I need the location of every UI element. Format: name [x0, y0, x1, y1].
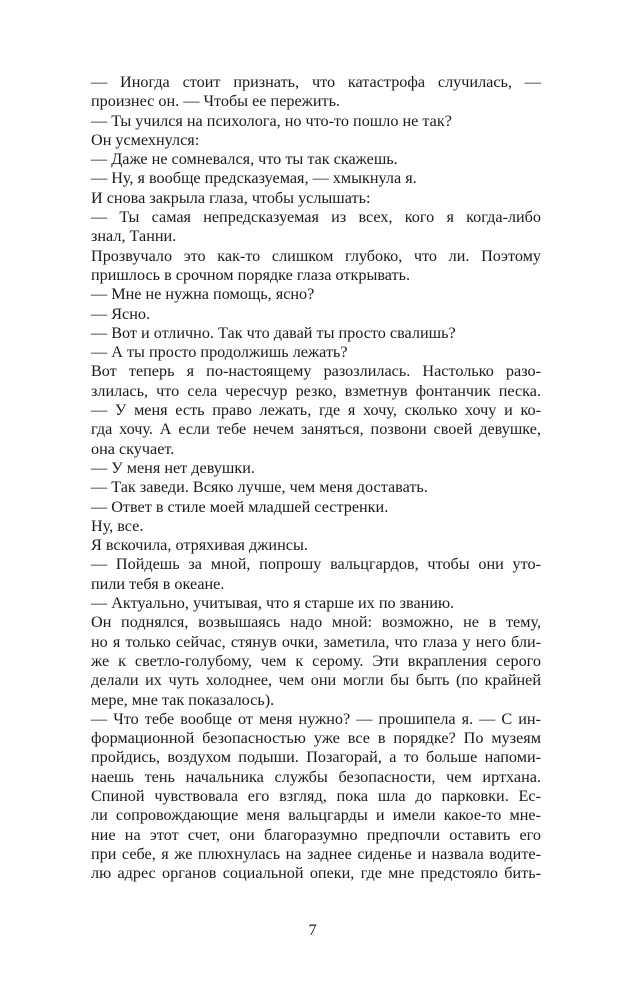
text-line: Ну, все.	[91, 516, 144, 535]
text-line: Вот теперь я по-настоящему разозлилась. Настолько разо-	[91, 362, 541, 381]
text-line: пришлось в срочном порядке глаза открывать.	[91, 265, 411, 284]
text-line: И снова закрыла глаза, чтобы услышать:	[91, 188, 371, 207]
text-line: произнес он. — Чтобы ее пережить.	[91, 92, 341, 111]
text-line: — Даже не сомневался, что ты так скажешь.	[91, 150, 398, 169]
text-line: — Мне не нужна помощь, ясно?	[91, 285, 315, 304]
text-line: — Ты учился на психолога, но что-то пошло не так?	[91, 111, 452, 130]
text-line: при себе, я же плюхнулась на заднее сиденье и назвала водите-	[91, 844, 541, 863]
text-line: наешь тень начальника службы безопасности, чем иртхана.	[91, 767, 541, 786]
text-line: мере, мне так показалось).	[91, 690, 275, 709]
text-line: ли сопровождающие меня вальцгарды и имели какое-то мне-	[91, 806, 541, 825]
text-line: формационной безопасностью уже все в порядке? По музеям	[91, 729, 541, 748]
text-line: — Актуально, учитывая, что я старше их по званию.	[91, 594, 455, 613]
text-line: Я вскочила, отряхивая джинсы.	[91, 536, 308, 555]
text-line: гда хочу. А если тебе нечем заняться, позвони своей девушке,	[91, 420, 541, 439]
text-line: Спиной чувствовала его взгляд, пока шла до парковки. Ес-	[91, 786, 541, 805]
text-line: пройдись, воздухом подыши. Позагорай, а то больше напоми-	[91, 748, 541, 767]
text-line: лю адрес органов социальной опеки, где мне предстояло бить-	[91, 864, 541, 883]
text-line: — Ты самая непредсказуемая из всех, кого я когда-либо	[91, 208, 541, 227]
text-line: — У меня нет девушки.	[91, 458, 255, 477]
text-line: — Что тебе вообще от меня нужно? — прошипела я. — С ин-	[91, 709, 541, 728]
text-line: — Ответ в стиле моей младшей сестренки.	[91, 497, 389, 516]
text-line: — У меня есть право лежать, где я хочу, сколько хочу и ко-	[91, 401, 541, 420]
text-line: Он поднялся, возвышаясь надо мной: возможно, не в тему,	[91, 613, 541, 632]
text-line: она скучает.	[91, 439, 175, 458]
text-line: — Пойдешь за мной, попрошу вальцгардов, чтобы они уто-	[91, 555, 541, 574]
text-line: — Вот и отлично. Так что давай ты просто свалишь?	[91, 323, 456, 342]
text-line: Он усмехнулся:	[91, 130, 200, 149]
text-line: — Так заведи. Всяко лучше, чем меня доставать.	[91, 478, 428, 497]
text-line: знал, Танни.	[91, 227, 177, 246]
text-line: — Ну, я вообще предсказуемая, — хмыкнула я.	[91, 169, 417, 188]
text-line: но я только сейчас, стянув очки, заметила, что глаза у него бли-	[91, 632, 541, 651]
text-line: Прозвучало это как-то слишком глубоко, что ли. Поэтому	[91, 246, 541, 265]
text-line: же к светло-голубому, чем к серому. Эти вкрапления серого	[91, 651, 541, 670]
text-line: делали их чуть холоднее, чем они могли бы быть (по крайней	[91, 671, 541, 690]
text-line: пили тебя в океане.	[91, 574, 225, 593]
text-line: ние на этот счет, они благоразумно предпочли оставить его	[91, 825, 541, 844]
text-line: — Иногда стоит признать, что катастрофа случилась, —	[91, 73, 541, 91]
text-line: — А ты просто продолжишь лежать?	[91, 343, 348, 362]
text-line: — Ясно.	[91, 304, 151, 323]
body-text	[91, 73, 541, 883]
text-line: злилась, что села чересчур резко, взметнув фонтанчик песка.	[91, 381, 541, 400]
page-number: 7	[308, 921, 317, 939]
